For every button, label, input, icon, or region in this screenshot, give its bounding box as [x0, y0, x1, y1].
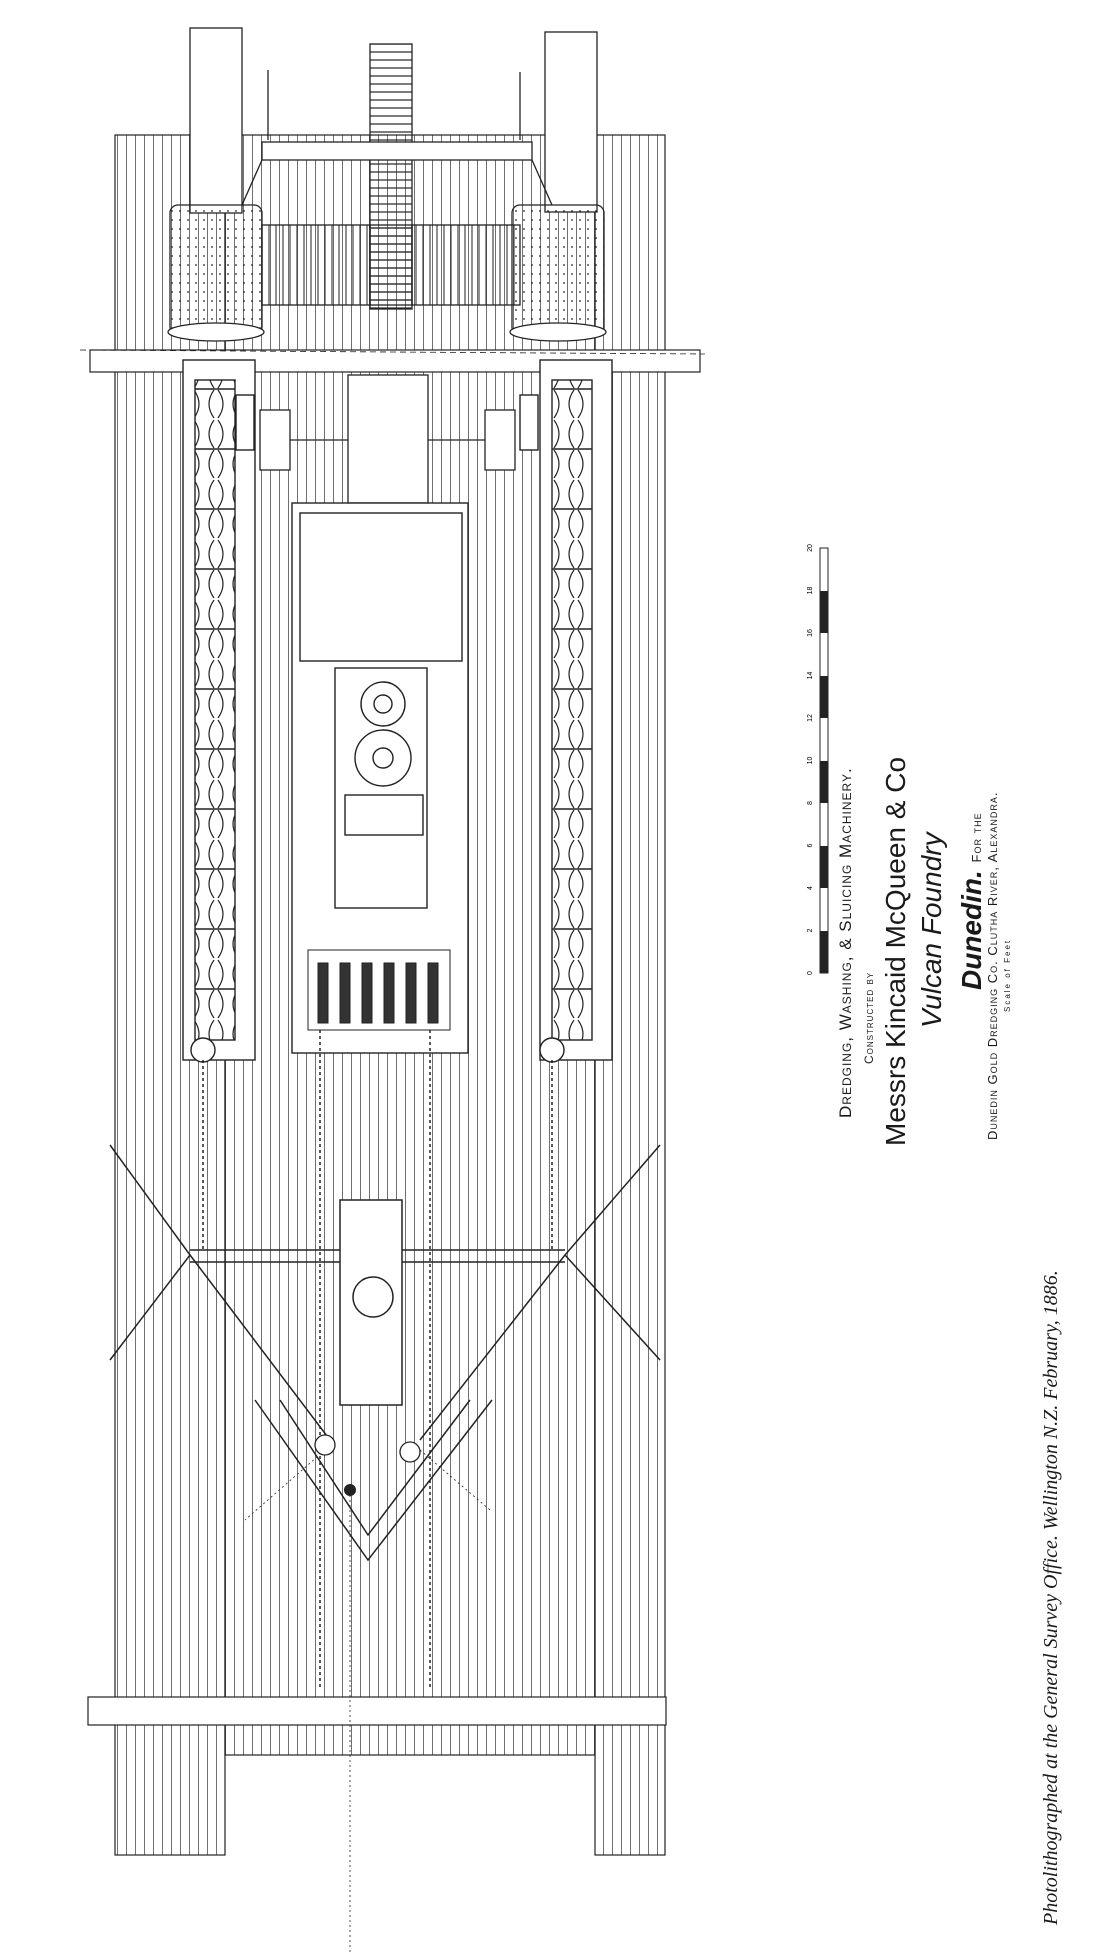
title-line-1: Dredging, Washing, & Sluicing Machinery. — [836, 767, 855, 1118]
stern-crossbeam — [88, 1697, 666, 1725]
starboard-post — [545, 32, 597, 212]
scale-tick-label: 20 — [807, 544, 814, 552]
imprint-line: Photolithographed at the General Survey Office. Wellington N.Z. February, 1886. — [1040, 1270, 1062, 1925]
scale-tick-label: 6 — [807, 843, 814, 848]
anchor-fitting — [344, 1484, 356, 1496]
scale-tick-label: 12 — [807, 714, 814, 722]
title-line-2: Constructed by — [862, 971, 876, 1064]
scale-tick-label: 8 — [807, 801, 814, 805]
winch-drums — [308, 950, 450, 1030]
scale-tick-label: 16 — [807, 629, 814, 637]
title-line-3: Messrs Kincaid McQueen & Co — [880, 756, 911, 1146]
title-line-6: Dunedin Gold Dredging Co. Clutha River, Alexandra. — [985, 791, 1000, 1140]
scale-bar — [807, 544, 828, 975]
title-line-4: Vulcan Foundry — [916, 832, 947, 1028]
title-line-5-suffix: For the — [969, 812, 984, 863]
scale-tick-label: 0 — [807, 971, 814, 975]
starboard-sluice — [412, 225, 520, 305]
port-screen — [170, 205, 262, 335]
port-sluice — [262, 225, 370, 305]
title-line-5 — [956, 812, 988, 990]
starboard-sheave — [400, 1442, 420, 1462]
port-post — [190, 28, 242, 213]
scale-tick-label: 10 — [807, 756, 814, 765]
upper-gantry — [262, 142, 532, 160]
hatch — [348, 375, 428, 503]
title-line-5-main: Dunedin. — [956, 870, 987, 990]
scale-tick-label: 14 — [807, 671, 814, 680]
scale-tick-label: 18 — [807, 586, 814, 595]
scale-label: Scale of Feet — [1003, 938, 1012, 1012]
scale-tick-label: 2 — [807, 928, 814, 933]
starboard-screen — [512, 205, 604, 335]
port-sheave — [315, 1435, 335, 1455]
starboard-bucket-chain — [552, 380, 592, 1040]
port-bucket-chain — [195, 380, 235, 1040]
scale-tick-label: 4 — [807, 886, 814, 890]
